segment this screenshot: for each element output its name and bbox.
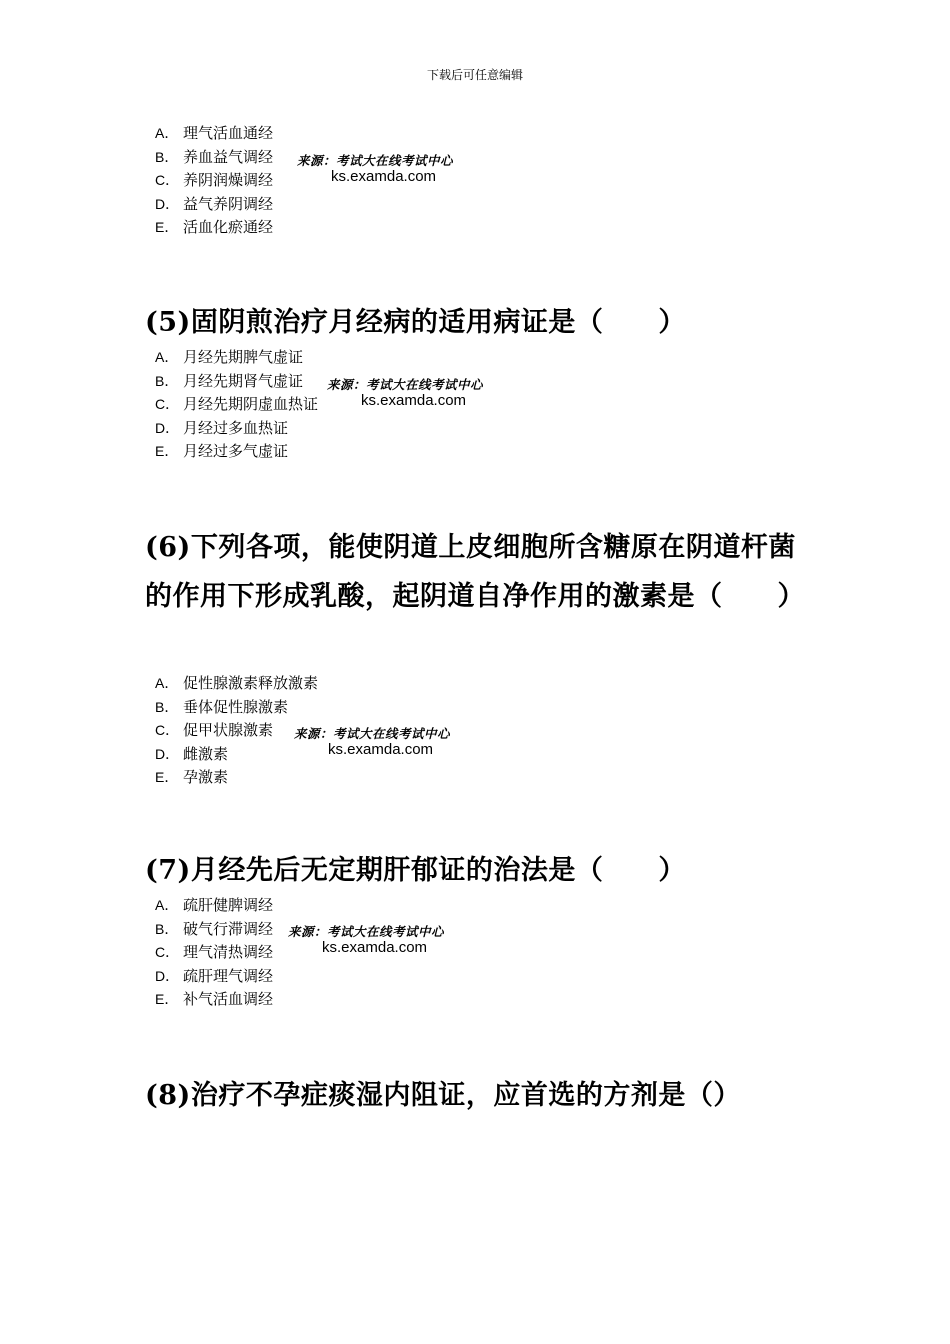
option-b: [155, 370, 318, 394]
option-text: 疏肝健脾调经: [183, 896, 274, 914]
option-text: 垂体促性腺激素: [183, 697, 289, 716]
watermark-source: 来源：考试大在线考试中心: [294, 726, 451, 741]
page-header: 下载后可任意编辑: [426, 68, 523, 82]
option-d: [155, 193, 273, 217]
option-d: [155, 417, 318, 441]
option-text: 理气活血通经: [183, 124, 274, 142]
option-letter: D．: [155, 745, 180, 762]
watermark-url: ks.examda.com: [361, 392, 467, 409]
option-list: [155, 122, 273, 240]
option-letter: C．: [155, 396, 180, 413]
watermark: [288, 922, 444, 956]
option-letter: B．: [155, 148, 179, 165]
option-text: 月经先期脾气虚证: [183, 348, 304, 366]
option-letter: B．: [155, 920, 179, 937]
watermark-source: 来源：考试大在线考试中心: [327, 377, 484, 392]
option-letter: D．: [155, 967, 180, 984]
option-text: 孕激素: [183, 768, 229, 787]
question-5: (5)固阴煎治疗月经病的适用病证是（ ）: [145, 307, 686, 338]
option-a: [155, 122, 273, 146]
option-e: [155, 988, 273, 1012]
watermark-url: ks.examda.com: [331, 168, 437, 185]
option-letter: C．: [155, 172, 180, 189]
option-letter: A．: [155, 125, 179, 141]
option-text: 活血化瘀通经: [183, 218, 274, 237]
option-text: 疏肝理气调经: [183, 966, 274, 985]
option-letter: A．: [155, 897, 179, 913]
option-letter: D．: [155, 195, 180, 212]
option-b: [155, 146, 273, 170]
option-text: 促甲状腺激素: [183, 721, 274, 740]
option-letter: E．: [155, 991, 179, 1008]
option-a: [155, 672, 318, 696]
watermark-url: ks.examda.com: [322, 939, 428, 956]
watermark-source: 来源：考试大在线考试中心: [288, 924, 445, 939]
question-7: (7)月经先后无定期肝郁证的治法是（ ）: [145, 855, 686, 886]
watermark-url: ks.examda.com: [328, 741, 434, 758]
option-c: [155, 169, 273, 193]
option-text: 促性腺激素释放激素: [183, 674, 319, 692]
watermark-source: 来源：考试大在线考试中心: [297, 153, 454, 168]
question-6: (6)下列各项，能使阴道上皮细胞所含糖原在阴道杆菌的作用下形成乳酸，起阴道自净作用的激素是（ ）: [145, 532, 805, 612]
option-letter: A．: [155, 349, 179, 365]
option-a: [155, 894, 273, 918]
option-b: [155, 918, 273, 942]
option-text: 月经过多气虚证: [183, 442, 289, 461]
option-letter: B．: [155, 372, 179, 389]
question-8: (8)治疗不孕症痰湿内阻证，应首选的方剂是（）: [145, 1080, 741, 1111]
option-d: [155, 965, 273, 989]
option-list: [155, 346, 318, 464]
option-e: [155, 440, 318, 464]
option-text: 月经过多血热证: [183, 418, 289, 437]
option-letter: C．: [155, 722, 180, 739]
option-letter: E．: [155, 769, 179, 786]
option-text: 月经先期肾气虚证: [183, 371, 304, 390]
option-a: [155, 346, 318, 370]
option-text: 理气清热调经: [183, 943, 274, 962]
watermark: [297, 151, 453, 185]
option-text: 益气养阴调经: [183, 194, 274, 213]
option-text: 月经先期阴虚血热证: [183, 395, 319, 414]
option-letter: C．: [155, 944, 180, 961]
option-b: [155, 696, 318, 720]
option-c: [155, 393, 318, 417]
option-text: 养血益气调经: [183, 147, 274, 166]
option-text: 养阴润燥调经: [183, 171, 274, 190]
option-letter: B．: [155, 698, 179, 715]
option-letter: E．: [155, 443, 179, 460]
option-e: [155, 766, 318, 790]
option-letter: D．: [155, 419, 180, 436]
option-letter: E．: [155, 219, 179, 236]
option-text: 雌激素: [183, 744, 229, 763]
option-letter: A．: [155, 675, 179, 691]
watermark: [294, 724, 450, 758]
option-c: [155, 941, 273, 965]
option-text: 破气行滞调经: [183, 919, 274, 938]
option-text: 补气活血调经: [183, 990, 274, 1009]
option-e: [155, 216, 273, 240]
watermark: [327, 375, 483, 409]
option-list: [155, 894, 273, 1012]
